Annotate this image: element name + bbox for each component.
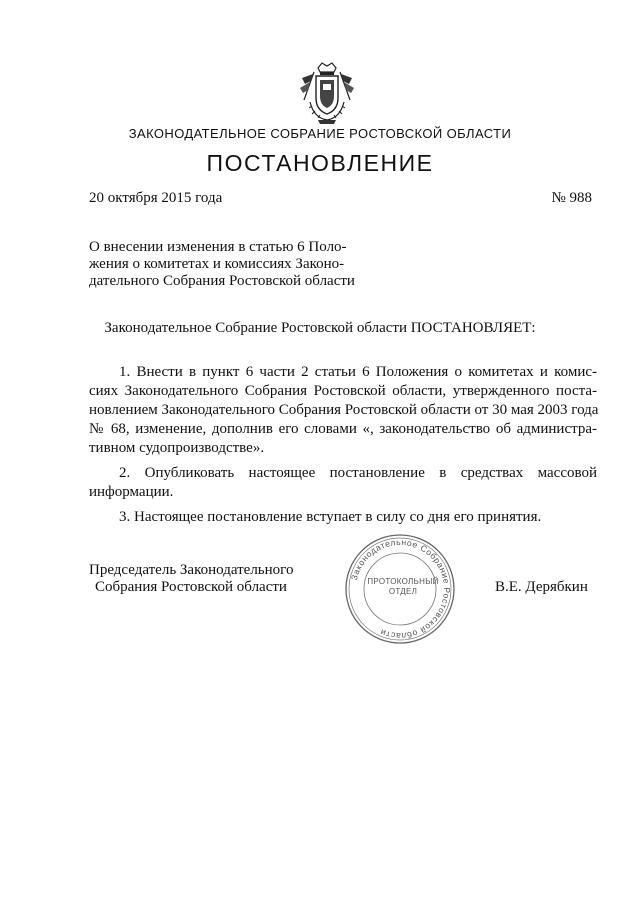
- stamp-inner-text: [361, 577, 445, 597]
- stamp-inner-line: ОТДЕЛ: [388, 587, 418, 596]
- signer-position: [89, 562, 293, 596]
- document-type-title: ПОСТАНОВЛЕНИЕ: [206, 150, 434, 176]
- resolution-item-3: [89, 508, 597, 527]
- document-subject: [89, 239, 365, 290]
- document-number: № 988: [551, 190, 592, 206]
- item-line: 1. Внести в пункт 6 части 2 статьи 6 Положения о комитетах и комис-: [119, 364, 597, 380]
- preamble: Законодательное Собрание Ростовской области ПОСТАНОВЛЯЕТ:: [104, 320, 536, 336]
- item-line: информации.: [89, 484, 174, 500]
- rostov-oblast-coat-of-arms-icon: [296, 60, 358, 126]
- resolution-items: [89, 363, 597, 533]
- item-line: 2. Опубликовать настоящее постановление в средствах массовой: [119, 465, 597, 481]
- subject-line: О внесении изменения в статью 6 Поло-: [89, 239, 347, 255]
- subject-line: жения о комитетах и комиссиях Законо-: [89, 256, 345, 272]
- signer-name: В.Е. Дерябкин: [495, 579, 588, 595]
- item-line: тивном судопроизводстве».: [89, 440, 265, 456]
- document-date: 20 октября 2015 года: [89, 190, 223, 206]
- stamp-ring-text: Законодательное Собрание Ростовской области: [348, 536, 453, 642]
- stamp-inner-line: ПРОТОКОЛЬНЫЙ: [367, 577, 439, 586]
- item-line: 3. Настоящее постановление вступает в силу со дня его принятия.: [119, 509, 542, 525]
- subject-line: дательного Собрания Ростовской области: [89, 273, 355, 289]
- signer-position-line: Председатель Законодательного: [89, 562, 294, 578]
- organization-name: ЗАКОНОДАТЕЛЬНОЕ СОБРАНИЕ РОСТОВСКОЙ ОБЛАСТИ: [128, 126, 512, 141]
- signer-position-line: Собрания Ростовской области: [95, 579, 287, 595]
- resolution-item-1: [89, 363, 597, 458]
- item-line: новлением Законодательного Собрания Ростовской области от 30 мая 2003 года: [89, 402, 599, 418]
- resolution-item-2: [89, 464, 597, 502]
- item-line: № 68, изменение, дополнив его словами «, законодательство об администра-: [89, 421, 597, 437]
- item-line: сиях Законодательного Собрания Ростовской области, утвержденного поста-: [89, 383, 597, 399]
